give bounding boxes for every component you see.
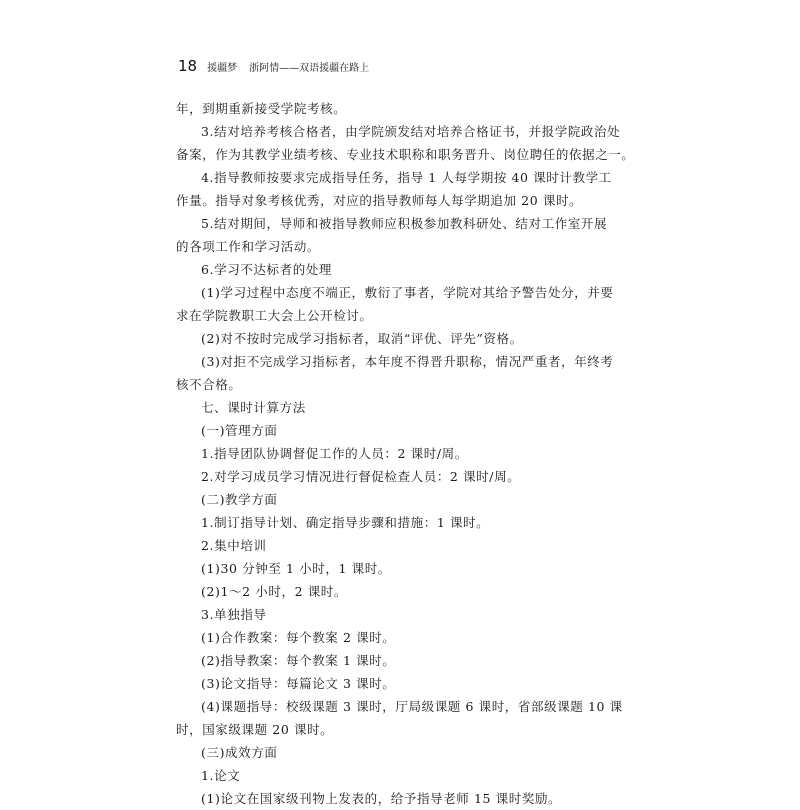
body-text <box>176 97 635 810</box>
text-line: 七、课时计算方法 <box>201 400 306 415</box>
page-number: 18 <box>178 57 198 75</box>
text-line: (3)对拒不完成学习指标者，本年度不得晋升职称，情况严重者，年终考 <box>201 354 614 369</box>
text-line: 5.结对期间，导师和被指导教师应积极参加教科研处、结对工作室开展 <box>201 216 608 231</box>
text-line: 的各项工作和学习活动。 <box>176 239 321 254</box>
text-line: 2.对学习成员学习情况进行督促检查人员：2 课时/周。 <box>201 469 521 484</box>
book-title: 援疆梦 <box>207 63 238 74</box>
text-line: 核不合格。 <box>176 377 242 392</box>
text-line: (1)合作教案：每个教案 2 课时。 <box>201 630 396 645</box>
text-line: 时，国家级课题 20 课时。 <box>176 722 334 737</box>
text-line: (一)管理方面 <box>201 423 278 438</box>
text-line: (2)1～2 小时，2 课时。 <box>201 584 348 599</box>
text-line: 3.结对培养考核合格者，由学院颁发结对培养合格证书，并报学院政治处 <box>201 124 621 139</box>
book-subtitle: 浙阿情——双语援疆在路上 <box>249 63 370 74</box>
text-line: (3)论文指导：每篇论文 3 课时。 <box>201 676 396 691</box>
text-line: (1)论文在国家级刊物上发表的，给予指导老师 15 课时奖励。 <box>201 791 562 806</box>
text-line: 6.学习不达标者的处理 <box>201 262 333 277</box>
text-line: 年，到期重新接受学院考核。 <box>176 101 347 116</box>
text-line: (三)成效方面 <box>201 745 278 760</box>
text-line: 3.单独指导 <box>201 607 267 622</box>
text-line: (4)课题指导：校级课题 3 课时，厅局级课题 6 课时，省部级课题 10 课 <box>201 699 623 714</box>
text-line: 1.指导团队协调督促工作的人员：2 课时/周。 <box>201 446 468 461</box>
text-line: (1)学习过程中态度不端正，敷衍了事者，学院对其给予警告处分，并要 <box>201 285 614 300</box>
text-line: 求在学院教职工大会上公开检讨。 <box>176 308 373 323</box>
text-line: 备案，作为其教学业绩考核、专业技术职称和职务晋升、岗位聘任的依据之一。 <box>176 147 635 162</box>
text-line: 2.集中培训 <box>201 538 267 553</box>
text-line: 1.制订指导计划、确定指导步骤和措施：1 课时。 <box>201 515 490 530</box>
text-line: (2)指导教案：每个教案 1 课时。 <box>201 653 396 668</box>
text-line: 1.论文 <box>201 768 241 783</box>
text-line: (二)教学方面 <box>201 492 278 507</box>
text-line: (2)对不按时完成学习指标者，取消“评优、评先”资格。 <box>201 331 523 346</box>
running-header <box>178 57 369 75</box>
text-line: 4.指导教师按要求完成指导任务，指导 1 人每学期按 40 课时计教学工 <box>201 170 612 185</box>
text-line: 作量。指导对象考核优秀，对应的指导教师每人每学期追加 20 课时。 <box>176 193 583 208</box>
text-line: (1)30 分钟至 1 小时，1 课时。 <box>201 561 391 576</box>
